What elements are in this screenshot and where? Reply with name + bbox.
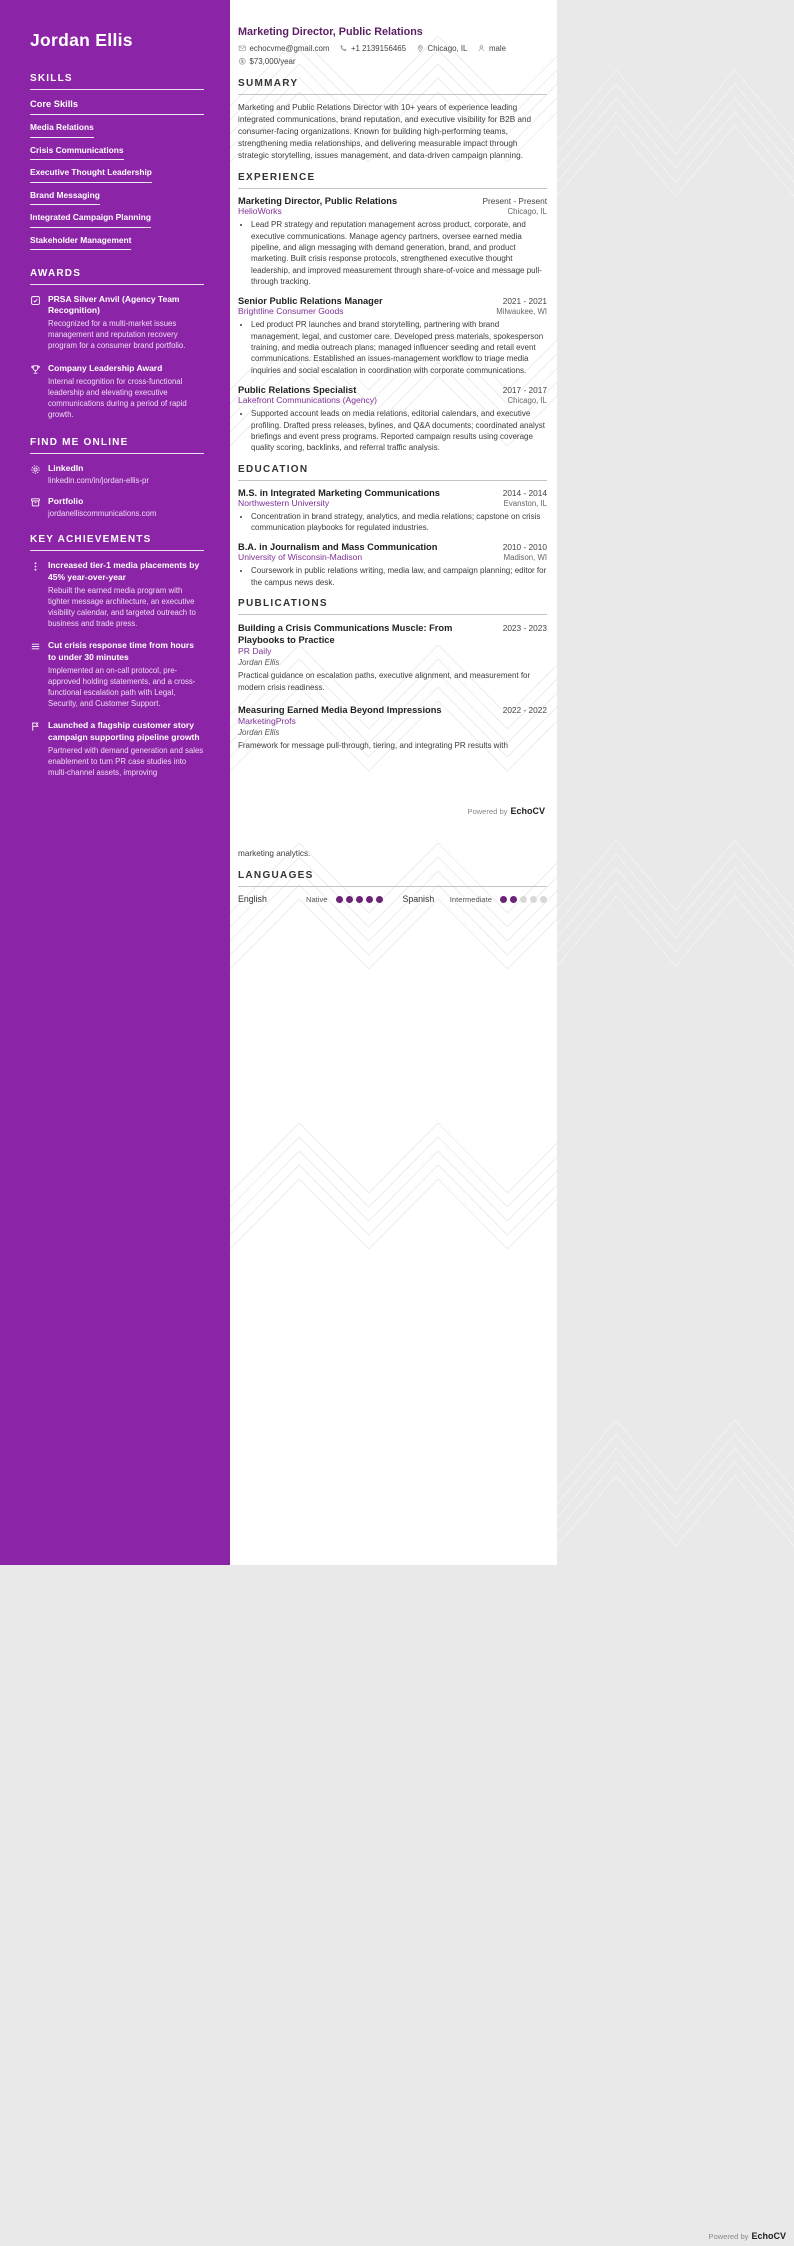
online-link-portfolio[interactable] <box>30 496 204 518</box>
language-level-dot <box>366 896 373 903</box>
cv-header <box>238 26 547 66</box>
summary-section-title: SUMMARY <box>238 78 547 95</box>
location-text: Chicago, IL <box>427 44 468 53</box>
language-level-dot <box>530 896 537 903</box>
achievement-description: Rebuilt the earned media program with tighter message architecture, an executive visibility calendar, and targeted outreach to business and trade press. <box>48 585 196 628</box>
online-link-url: jordanelliscommunications.com <box>48 509 157 519</box>
language-level-dot <box>356 896 363 903</box>
experience-bullet: • Supported account leads on media relations, editorial calendars, and executive profiling. Drafted press releases, bylines, and Q&A documents; coordinated analyst briefings and event press programs. Reported campaign results using coverage quality scoring, backlinks, and referral traffic analysis. <box>251 408 547 453</box>
skills-section <box>30 73 204 252</box>
language-row <box>238 894 383 904</box>
language-level-dot <box>540 896 547 903</box>
experience-role: Public Relations Specialist <box>238 385 357 396</box>
page2-watermark <box>230 823 557 1565</box>
publication-author: Jordan Ellis <box>238 728 280 738</box>
experience-bullet: • Lead PR strategy and reputation management across product, corporate, and executive communications. Manage agency partners, oversee earned media pipeline, and align messaging with demand generation, brand, and product marketing. Built crisis response protocols, strengthened executive thought leadership, and improved measurement through share-of-voice and message pull-through tracking. <box>251 219 547 287</box>
contact-salary <box>238 57 296 66</box>
award-description: Internal recognition for cross-functional leadership and elevating executive communications during a period of rapid growth. <box>48 377 187 420</box>
experience-entry <box>238 385 547 453</box>
publication-description: Practical guidance on escalation paths, executive alignment, and measurement for modern crisis readiness. <box>238 671 531 692</box>
publication-title: Building a Crisis Communications Muscle: From Playbooks to Practice <box>238 623 453 646</box>
archive-icon <box>30 497 41 508</box>
experience-section <box>238 172 547 453</box>
dollar-circle-icon <box>238 57 247 66</box>
languages-section <box>238 870 547 904</box>
summary-text: Marketing and Public Relations Director with 10+ years of experience leading integrated communications, brand reputation, and executive visibility for B2B and consumer-facing organizations. Known for building high-performing teams, strengthening media relationships, and delivering measurable impact through strategic storytelling, issues management, and data-driven campaign planning. <box>238 103 532 161</box>
skill-tag: Stakeholder Management <box>30 232 131 251</box>
online-link-url: linkedin.com/in/jordan-ellis-pr <box>48 476 149 486</box>
education-date: 2010 - 2010 <box>502 542 547 553</box>
education-entry <box>238 488 547 534</box>
achievement-title: Increased tier-1 media placements by 45% year-over-year <box>48 560 200 582</box>
location-pin-icon <box>416 44 425 53</box>
language-row <box>403 894 548 904</box>
online-link-label: LinkedIn <box>48 463 84 473</box>
language-level-dot <box>346 896 353 903</box>
gear-icon <box>30 464 41 475</box>
echocv-brand-link[interactable]: EchoCV <box>510 806 545 816</box>
experience-role: Senior Public Relations Manager <box>238 296 383 307</box>
award-description: Recognized for a multi-market issues management and reputation recovery program for a consumer brand portfolio. <box>48 319 186 351</box>
person-icon <box>477 44 486 53</box>
education-section-title: EDUCATION <box>238 464 547 481</box>
flag-icon <box>30 721 41 732</box>
award-item <box>30 294 204 352</box>
education-entry <box>238 542 547 588</box>
language-name: English <box>238 894 267 904</box>
phone-icon <box>339 44 348 53</box>
education-location: Evanston, IL <box>503 498 547 508</box>
skills-list <box>30 117 204 252</box>
skill-tag: Crisis Communications <box>30 142 124 161</box>
award-title: PRSA Silver Anvil (Agency Team Recognition) <box>48 294 180 316</box>
job-title: Marketing Director, Public Relations <box>238 26 423 38</box>
find-me-online-section <box>30 437 204 518</box>
experience-date: 2017 - 2017 <box>502 385 547 396</box>
online-link-label: Portfolio <box>48 496 84 507</box>
education-degree: B.A. in Journalism and Mass Communication <box>238 542 438 553</box>
language-proficiency-dots <box>333 896 383 903</box>
education-location: Madison, WI <box>503 553 547 563</box>
skill-tag: Media Relations <box>30 119 94 138</box>
experience-location: Chicago, IL <box>507 207 547 217</box>
awards-section-title: AWARDS <box>30 268 204 285</box>
experience-section-title: EXPERIENCE <box>238 172 547 189</box>
experience-company-link[interactable]: Brightline Consumer Goods <box>238 306 344 317</box>
experience-location: Chicago, IL <box>507 396 547 406</box>
experience-entry <box>238 196 547 287</box>
achievement-item <box>30 720 204 778</box>
echocv-brand-link[interactable]: EchoCV <box>751 2231 786 2241</box>
dots-vertical-icon <box>30 561 41 572</box>
education-degree: M.S. in Integrated Marketing Communications <box>238 487 440 498</box>
contact-phone[interactable] <box>339 44 406 53</box>
experience-date: Present - Present <box>482 196 547 207</box>
experience-company-link[interactable]: HelioWorks <box>238 206 282 217</box>
education-school-link[interactable]: Northwestern University <box>238 497 330 508</box>
publication-source-link[interactable]: MarketingProfs <box>238 716 296 727</box>
publication-entry <box>238 622 547 693</box>
skills-group-label: Core Skills <box>30 99 204 115</box>
language-name: Spanish <box>402 894 435 904</box>
experience-role: Marketing Director, Public Relations <box>238 196 398 207</box>
resume-document <box>0 0 557 1565</box>
trophy-icon <box>30 364 41 375</box>
sidebar <box>0 0 230 823</box>
publication-date: 2023 - 2023 <box>502 623 547 634</box>
language-level-label: Native <box>305 894 328 904</box>
skill-tag: Executive Thought Leadership <box>30 164 152 183</box>
contact-email[interactable] <box>238 44 329 53</box>
resume-page-1 <box>0 0 557 823</box>
experience-bullet: • Led product PR launches and brand storytelling, partnering with brand management, legal, and customer care. Developed press materials, spokesperson training, and media outreach plans; managed influencer seeding and retail event communications. Established an issues-management workflow to triage media inquiries and social escalation in coordination with corporate communications. <box>251 319 547 376</box>
summary-section <box>238 78 547 162</box>
award-item <box>30 363 204 421</box>
email-icon <box>238 44 247 53</box>
language-level-label: Intermediate <box>449 894 492 904</box>
awards-section <box>30 268 204 421</box>
achievement-item <box>30 560 204 629</box>
key-achievements-title: KEY ACHIEVEMENTS <box>30 534 204 551</box>
powered-by-label: Powered by <box>467 807 508 816</box>
email-text: echocvme@gmail.com <box>249 44 330 53</box>
language-level-dot <box>376 896 383 903</box>
education-date: 2014 - 2014 <box>502 487 547 498</box>
page1-footer <box>467 806 545 816</box>
online-link-linkedin[interactable] <box>30 463 204 485</box>
experience-company-link[interactable]: Lakefront Communications (Agency) <box>238 395 377 406</box>
gender-text: male <box>488 44 507 53</box>
publication-source-link[interactable]: PR Daily <box>238 646 272 657</box>
main-column-page2 <box>230 823 557 904</box>
salary-text: $73,000/year <box>249 57 296 66</box>
canvas-watermark <box>557 0 794 2246</box>
publication-description-continuation: marketing analytics. <box>238 849 311 858</box>
list-lines-icon <box>30 641 41 652</box>
contact-location <box>416 44 467 53</box>
publication-author: Jordan Ellis <box>238 658 280 668</box>
education-school-link[interactable]: University of Wisconsin-Madison <box>238 552 363 563</box>
publication-description: Framework for message pull-through, tiering, and integrating PR results with <box>238 741 508 751</box>
achievement-title: Cut crisis response time from hours to under 30 minutes <box>48 640 194 662</box>
phone-text: +1 2139156465 <box>350 44 407 53</box>
skill-tag: Integrated Campaign Planning <box>30 209 151 228</box>
publications-section <box>238 598 547 751</box>
award-title: Company Leadership Award <box>48 363 163 374</box>
resume-page-2 <box>0 823 557 1565</box>
contact-gender <box>477 44 506 53</box>
achievement-description: Implemented an on-call protocol, pre-approved holding statements, and a cross-functional escalation path with Legal, Security, and Customer Support. <box>48 665 196 708</box>
achievement-item <box>30 640 204 709</box>
achievement-title: Launched a flagship customer story campaign supporting pipeline growth <box>48 720 200 742</box>
powered-by-label: Powered by <box>708 2232 749 2241</box>
language-level-dot <box>520 896 527 903</box>
experience-date: 2021 - 2021 <box>502 296 547 307</box>
app-footer <box>708 2231 786 2241</box>
main-column <box>230 0 557 751</box>
publication-entry <box>238 704 547 751</box>
language-proficiency-dots <box>497 896 547 903</box>
achievement-description: Partnered with demand generation and sales enablement to turn PR case studies into multi-channel assets, improving <box>48 745 204 777</box>
education-bullet: • Coursework in public relations writing, media law, and campaign planning; editor for the campus news desk. <box>251 565 547 588</box>
education-bullet: • Concentration in brand strategy, analytics, and media relations; capstone on crisis communication playbooks for regulated industries. <box>251 511 547 534</box>
find-me-online-title: FIND ME ONLINE <box>30 437 204 454</box>
sidebar-page2 <box>0 823 230 1565</box>
publications-section-title: PUBLICATIONS <box>238 598 547 615</box>
badge-check-icon <box>30 295 41 306</box>
candidate-name: Jordan Ellis <box>30 30 133 50</box>
skill-tag: Brand Messaging <box>30 187 100 206</box>
language-level-dot <box>510 896 517 903</box>
publication-date: 2022 - 2022 <box>502 704 547 715</box>
education-section <box>238 464 547 588</box>
skills-section-title: SKILLS <box>30 73 204 90</box>
language-level-dot <box>336 896 343 903</box>
experience-entry <box>238 296 547 376</box>
experience-location: Milwaukee, WI <box>496 307 547 317</box>
languages-section-title: LANGUAGES <box>238 870 547 887</box>
publication-title: Measuring Earned Media Beyond Impressions <box>238 704 442 715</box>
key-achievements-section <box>30 534 204 778</box>
language-level-dot <box>500 896 507 903</box>
